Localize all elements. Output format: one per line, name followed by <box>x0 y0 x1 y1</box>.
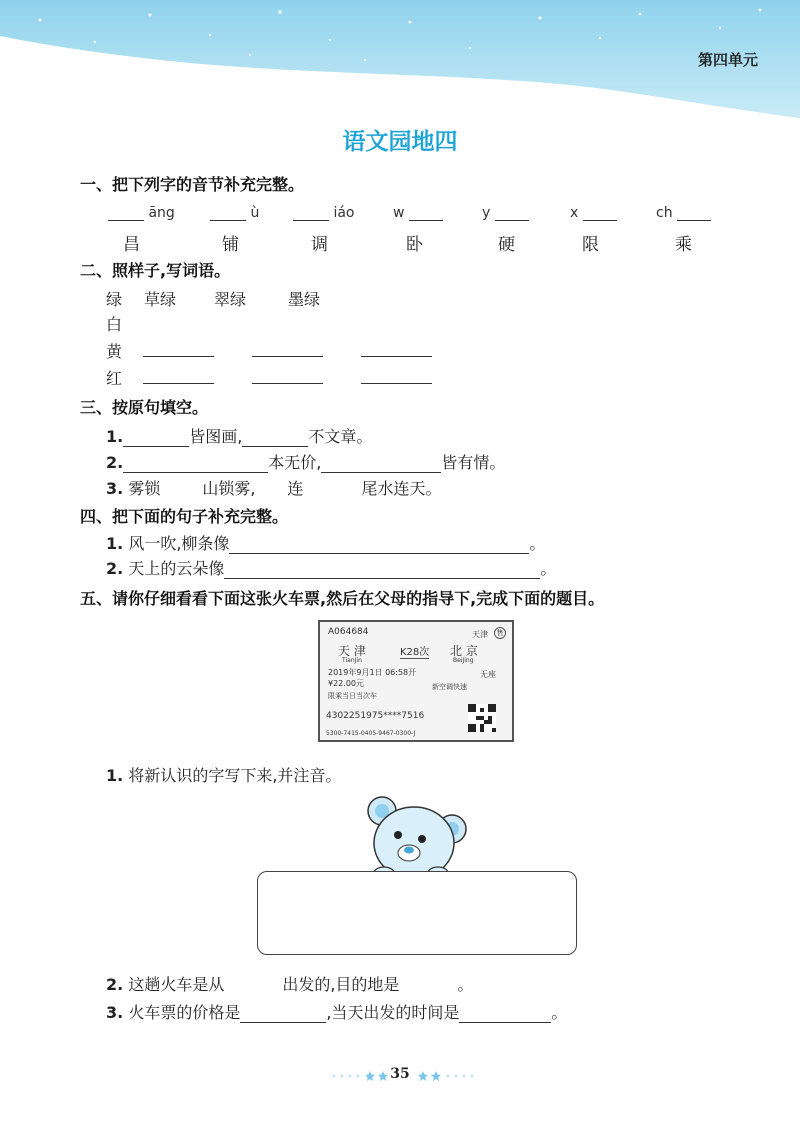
header-band <box>0 0 800 125</box>
pinyin-blank-2: ù <box>210 202 259 221</box>
pinyin-blank-4: w <box>393 202 443 221</box>
blank-line <box>252 356 323 357</box>
page-number: 35 <box>390 1066 410 1082</box>
ticket-to: 北 京 <box>450 644 478 658</box>
answer-box[interactable] <box>257 871 577 955</box>
char-7: 乘 <box>675 235 692 255</box>
ticket-from-pinyin: TianJin <box>342 657 362 664</box>
section-1-heading: 一、把下列字的音节补充完整。 <box>80 175 305 194</box>
ticket-train: K28次 <box>400 643 429 659</box>
ticket-code: A064684 <box>328 627 369 637</box>
blank-line <box>143 383 214 384</box>
s3-item-3: 3. 雾锁 山锁雾, 连 尾水连天。 <box>106 479 442 498</box>
ticket-office-mark: 售 <box>494 627 506 639</box>
char-2: 铺 <box>222 235 239 255</box>
example-char: 绿 <box>106 290 123 309</box>
section-4-heading: 四、把下面的句子补充完整。 <box>80 507 289 526</box>
char-6: 限 <box>582 235 599 255</box>
example-word-2: 翠绿 <box>214 290 247 309</box>
footer-stars-right-icon <box>416 1070 476 1082</box>
bear-icon <box>362 793 472 878</box>
ticket-office: 天津 <box>472 630 488 639</box>
row-char-red: 红 <box>106 369 123 388</box>
ticket-date: 2019年9月1日 06:58开 <box>328 668 417 677</box>
section-2-heading: 二、照样子,写词语。 <box>80 261 231 280</box>
char-1: 昌 <box>123 235 140 255</box>
ticket-from: 天 津 <box>338 644 366 658</box>
ticket-price: ¥22.00元 <box>328 679 364 688</box>
char-5: 硬 <box>498 235 515 255</box>
pinyin-blank-7: ch <box>656 202 711 221</box>
blank-line <box>252 383 323 384</box>
blank-line <box>361 383 432 384</box>
row-char-white: 白 <box>106 315 123 334</box>
row-char-yellow: 黄 <box>106 342 123 361</box>
ticket-type: 新空调快速 <box>432 683 467 691</box>
s4-item-1: 1. 风一吹,柳条像 。 <box>106 534 546 553</box>
s5-question-2: 2. 这趟火车是从 出发的,目的地是 。 <box>106 975 474 994</box>
example-word-1: 草绿 <box>144 290 177 309</box>
ticket-to-pinyin: BeiJing <box>453 657 474 664</box>
example-word-3: 墨绿 <box>288 290 321 309</box>
ticket-serial: 5300-7415-0405-9467-0300-J <box>326 730 416 737</box>
train-ticket <box>318 620 514 742</box>
s3-item-1: 1. 皆图画, 不文章。 <box>106 427 373 446</box>
ticket-note: 限乘当日当次车 <box>328 692 377 700</box>
char-3: 调 <box>311 235 328 255</box>
blank-line <box>361 356 432 357</box>
qr-code-icon <box>468 704 496 732</box>
unit-label: 第四单元 <box>697 51 758 69</box>
ticket-seat: 无座 <box>480 670 496 679</box>
pinyin-blank-1: āng <box>108 202 175 221</box>
pinyin-blank-6: x <box>570 202 617 221</box>
s4-item-2: 2. 天上的云朵像 。 <box>106 559 557 578</box>
s5-question-3: 3. 火车票的价格是 ,当天出发的时间是 。 <box>106 1003 568 1022</box>
s5-question-1: 1. 将新认识的字写下来,并注音。 <box>106 766 342 785</box>
section-3-heading: 三、按原句填空。 <box>80 398 209 417</box>
blank-line <box>143 356 214 357</box>
pinyin-blank-3: iáo <box>293 202 355 221</box>
section-5-heading: 五、请你仔细看看下面这张火车票,然后在父母的指导下,完成下面的题目。 <box>80 589 605 608</box>
ticket-id: 4302251975****7516 <box>326 711 425 721</box>
pinyin-blank-5: y <box>482 202 529 221</box>
char-4: 卧 <box>406 235 423 255</box>
page-title: 语文园地四 <box>342 128 458 155</box>
s3-item-2: 2. 本无价, 皆有情。 <box>106 453 506 472</box>
